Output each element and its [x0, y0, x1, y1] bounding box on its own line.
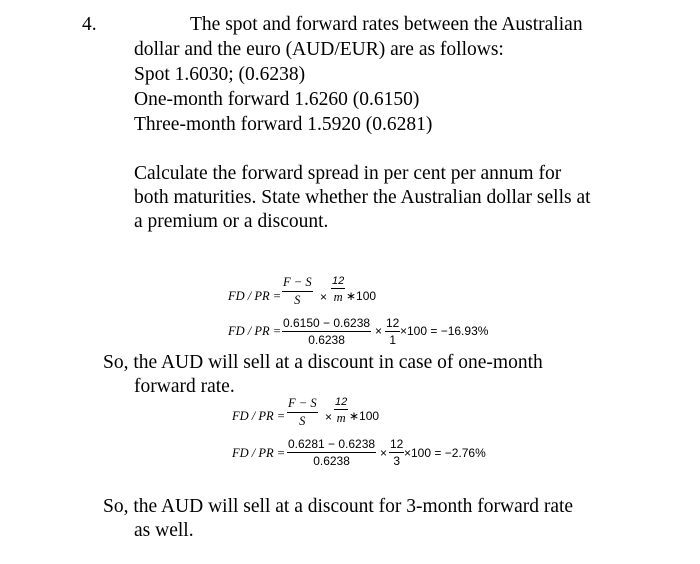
formula-2-times: × [325, 410, 333, 424]
formula-2-fraction-2-num: 12 [335, 396, 348, 408]
question-line-1: The spot and forward rates between the Australian [190, 14, 583, 35]
calc-1-times: × [375, 324, 383, 338]
calc-1-fraction-2-den: 1 [385, 331, 400, 347]
question-line-2: dollar and the euro (AUD/EUR) are as follows: [134, 39, 504, 60]
formula-2-lhs: FD / PR = [232, 409, 286, 423]
calc-1-numerator: 0.6150 − 0.6238 [283, 316, 371, 330]
calc-2-times: × [380, 446, 388, 460]
calc-2-numerator: 0.6281 − 0.6238 [288, 437, 376, 451]
formula-1-fraction-2 [331, 275, 345, 305]
formula-1-fraction-2-den: m [331, 288, 345, 305]
question-number: 4. [82, 14, 97, 35]
task-line-3: a premium or a discount. [134, 211, 329, 232]
calc-1-fraction-2-num: 12 [386, 316, 400, 330]
formula-1-denominator: S [282, 291, 313, 308]
formula-1-fraction [282, 275, 313, 308]
conclusion-2-line-1: So, the AUD will sell at a discount for 3-month forward rate [103, 496, 574, 517]
formula-1-fraction-2-num: 12 [332, 275, 345, 287]
one-month-forward-rate: One-month forward 1.6260 (0.6150) [134, 89, 420, 110]
formula-2-numerator: F − S [288, 396, 317, 410]
calc-2-fraction-2-num: 12 [390, 437, 404, 451]
calc-1-result: ×100 = −16.93% [400, 324, 489, 338]
conclusion-1-line-1: So, the AUD will sell at a discount in case of one-month [103, 352, 543, 373]
formula-1-tail: ∗100 [346, 289, 377, 303]
task-line-2: both maturities. State whether the Australian dollar sells at [134, 187, 591, 208]
calc-1-lhs: FD / PR = [228, 324, 282, 338]
spot-rate: Spot 1.6030; (0.6238) [134, 64, 306, 85]
calc-1-denominator: 0.6238 [282, 331, 371, 347]
calc-2-lhs: FD / PR = [232, 446, 286, 460]
calc-1-fraction [282, 316, 371, 347]
calc-1-fraction-2 [385, 316, 400, 347]
calc-2-fraction [287, 437, 376, 468]
formula-1-lhs: FD / PR = [228, 289, 282, 303]
formula-2-fraction-2-den: m [334, 409, 348, 426]
calc-2-fraction-2-den: 3 [389, 452, 404, 468]
conclusion-1-line-2: forward rate. [134, 376, 235, 397]
calc-2-result: ×100 = −2.76% [404, 446, 486, 460]
three-month-forward-rate: Three-month forward 1.5920 (0.6281) [134, 114, 433, 135]
formula-2-denominator: S [287, 412, 318, 429]
calc-2-denominator: 0.6238 [287, 452, 376, 468]
formula-2-fraction-2 [334, 396, 348, 426]
calc-2-fraction-2 [389, 437, 404, 468]
task-line-1: Calculate the forward spread in per cent per annum for [134, 163, 562, 184]
formula-1-times: × [320, 290, 328, 304]
formula-1-numerator: F − S [283, 275, 312, 289]
formula-2-tail: ∗100 [349, 409, 380, 423]
formula-2-fraction [287, 396, 318, 429]
conclusion-2-line-2: as well. [134, 520, 194, 541]
